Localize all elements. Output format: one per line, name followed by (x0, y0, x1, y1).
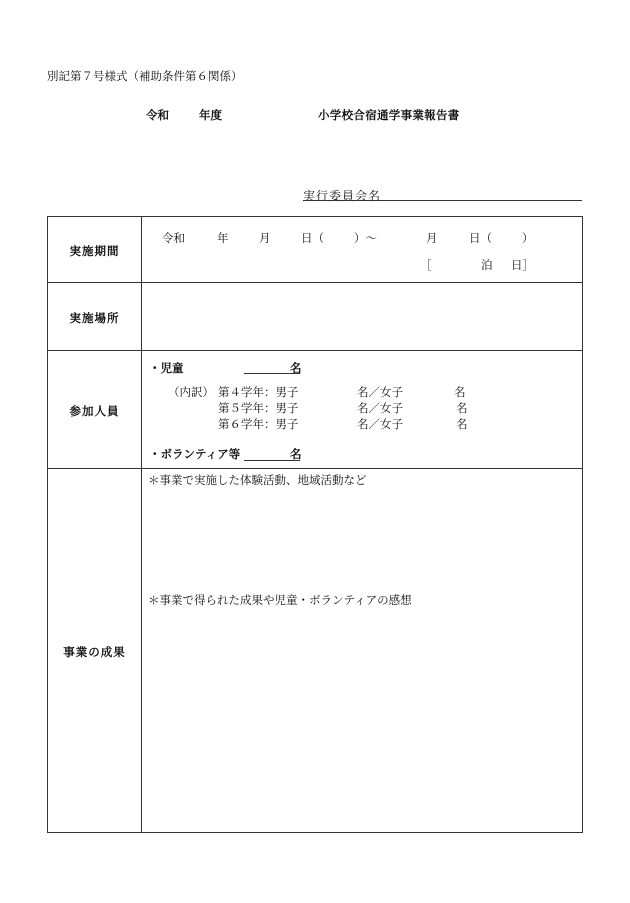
grade-6-label: 第６学年：男子 (218, 417, 299, 431)
period-end-close: ） (522, 231, 534, 245)
children-unit: 名 (290, 361, 302, 375)
stay-days-unit: 日］ (511, 258, 534, 272)
location-field[interactable] (142, 283, 582, 349)
results-note-impressions: ＊事業で得られた成果や児童・ボランティアの感想 (148, 593, 412, 607)
grade-4-label: 第４学年：男子 (218, 385, 299, 399)
impressions-field[interactable] (142, 612, 582, 832)
stay-bracket-open: ［ (420, 258, 432, 272)
period-end-day-unit: 日（ (469, 231, 492, 245)
row-divider (48, 468, 582, 469)
row-divider (48, 350, 582, 351)
grade-6-boys-unit: 名／女子 (357, 417, 403, 431)
form-reference: 別記第７号様式（補助条件第６関係） (47, 69, 243, 83)
title-fiscal-year: 年度 (199, 108, 222, 122)
stay-nights-unit: 泊 (481, 258, 493, 272)
page-title: 小学校合宿通学事業報告書 (318, 108, 460, 122)
results-label: 事業の成果 (63, 645, 126, 659)
period-year-unit: 年 (217, 231, 229, 245)
title-era: 令和 (146, 108, 169, 122)
results-note-activities: ＊事業で実施した体験活動、地域活動など (148, 473, 367, 487)
committee-name-label: 実行委員会名 (303, 189, 382, 203)
grade-6-girls-unit: 名 (456, 417, 468, 431)
breakdown-label: （内訳） (168, 385, 214, 399)
volunteers-label: ・ボランティア等 (149, 447, 241, 461)
period-era: 令和 (162, 231, 185, 245)
period-day-unit: 日（ (301, 231, 324, 245)
participants-label: 参加人員 (69, 404, 120, 418)
report-table (47, 216, 583, 833)
period-end-month-unit: 月 (426, 231, 438, 245)
location-label: 実施場所 (69, 311, 120, 325)
grade-5-girls-unit: 名 (456, 401, 468, 415)
activities-field[interactable] (142, 492, 582, 587)
children-label: ・児童 (149, 361, 184, 375)
period-month-unit: 月 (259, 231, 271, 245)
period-label: 実施期間 (69, 244, 120, 258)
committee-name-field[interactable] (303, 200, 582, 201)
grade-5-boys-unit: 名／女子 (357, 401, 403, 415)
grade-5-label: 第５学年：男子 (218, 401, 299, 415)
grade-4-boys-unit: 名／女子 (357, 385, 403, 399)
volunteers-unit: 名 (290, 447, 302, 461)
grade-4-girls-unit: 名 (454, 385, 466, 399)
period-weekday-close: ）～ (354, 231, 377, 245)
